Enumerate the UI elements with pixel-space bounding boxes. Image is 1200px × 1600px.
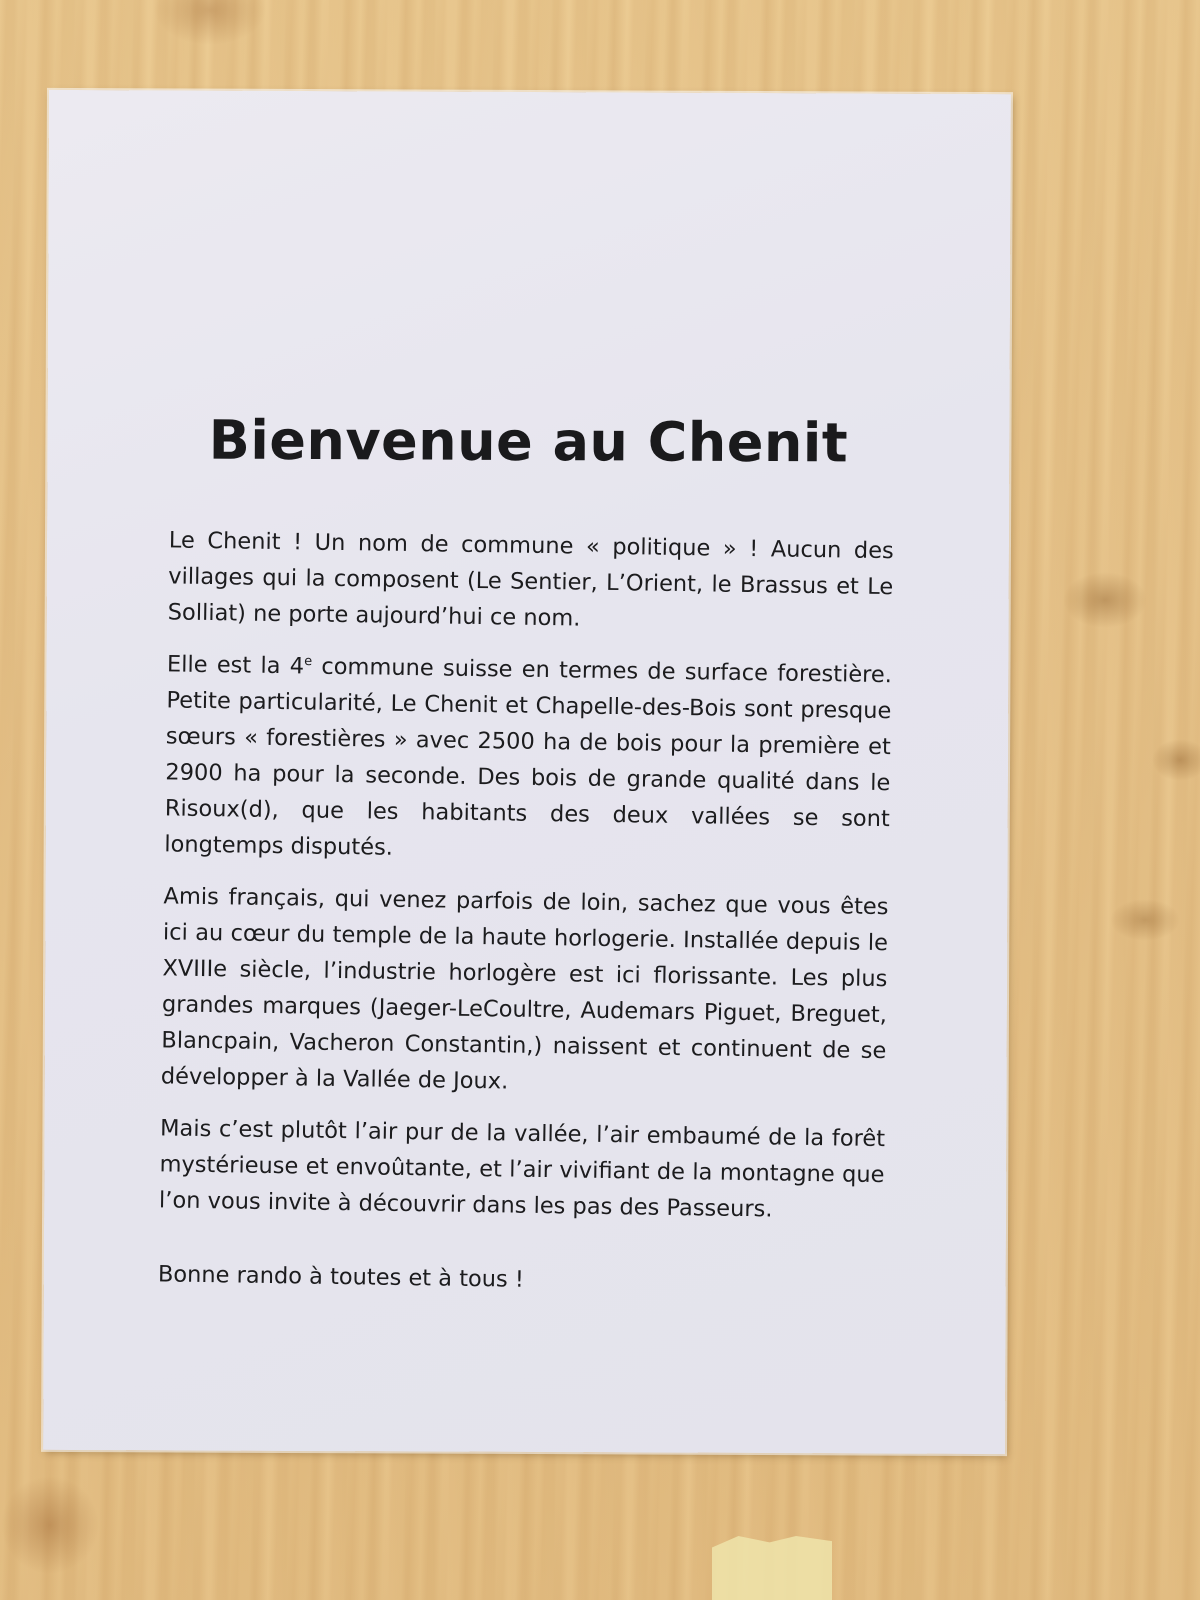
paragraph-invitation: Mais c’est plutôt l’air pur de la vallée, l’air embaumé de la forêt mystérieuse et envoûtante, et l’air vivifiant de la montagne que l’on vous invite à découvrir dans les pas des Passeurs. bbox=[158, 1115, 886, 1223]
paragraph-intro: Le Chenit ! Un nom de commune « politique » ! Aucun des villages qui la composent (Le Sentier, L’Orient, le Brassus et Le Solliat) ne porte aujourd’hui ce nom. bbox=[167, 527, 894, 632]
paragraph-forest-rest: commune suisse en termes de surface forestière. Petite particularité, Le Chenit et Chapelle-des-Bois sont presque sœurs « forestières » avec 2500 ha de bois pour la première et 2900 ha pour la seconde. Des bois de grande qualité dans le Risoux(d), que les habitants des deux vallées se sont longtemps disputés. bbox=[164, 653, 893, 861]
ordinal-superscript: e bbox=[304, 653, 313, 670]
paragraph-forest-start: Elle est la 4 bbox=[166, 651, 305, 680]
paragraph-forest bbox=[164, 646, 892, 873]
notice-body bbox=[157, 522, 894, 1319]
paragraph-watchmaking: Amis français, qui venez parfois de loin, sachez que vous êtes ici au cœur du temple de la haute horlogerie. Installée depuis le XVIIIe siècle, l’industrie horlogère est ici florissante. Les plus grandes marques (Jaeger-LeCoultre, Audemars Piguet, Breguet, Blancpain, Vacheron Constantin,) naissent et continuent de se développer à la Vallée de Joux. bbox=[160, 883, 889, 1095]
notice-sheet bbox=[43, 90, 1011, 1454]
masking-tape bbox=[712, 1536, 832, 1600]
notice-title: Bienvenue au Chenit bbox=[208, 408, 849, 475]
closing-line: Bonne rando à toutes et à tous ! bbox=[157, 1261, 525, 1293]
